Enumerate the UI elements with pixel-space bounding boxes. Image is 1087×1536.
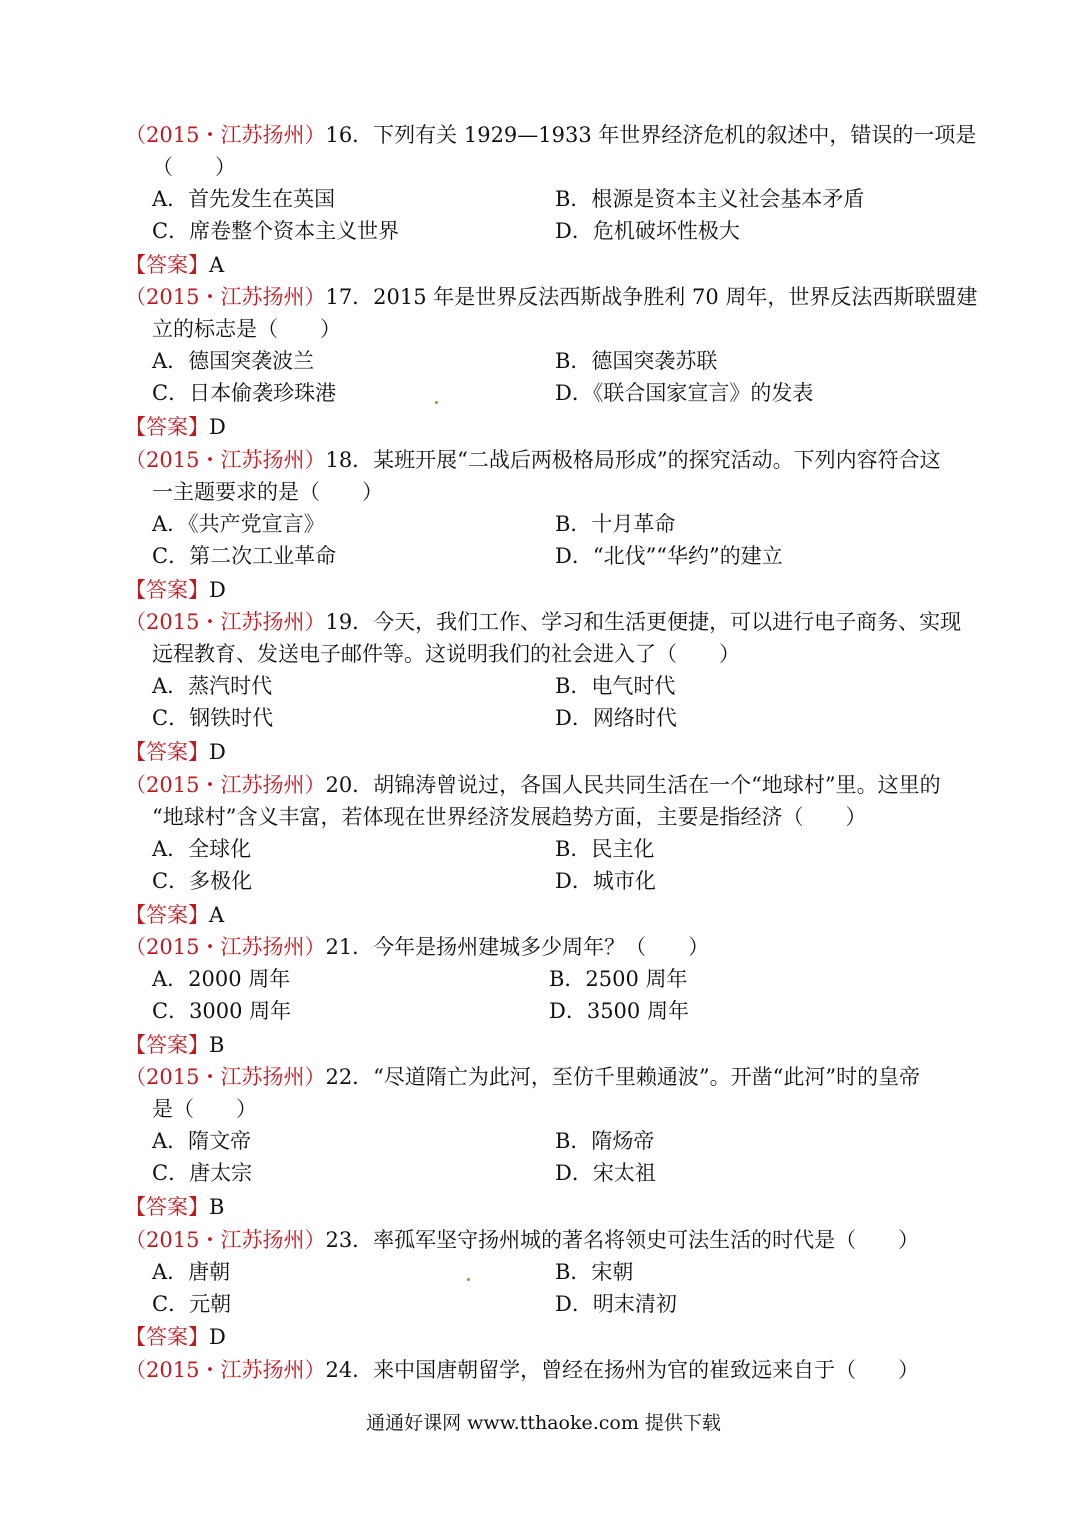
option-b: B．德国突袭苏联	[555, 349, 718, 373]
answer-23	[125, 1321, 226, 1353]
question-line	[125, 931, 975, 963]
option-c: C．多极化	[152, 869, 253, 893]
question-line	[125, 444, 975, 476]
options-row	[125, 345, 975, 377]
option-b: B．民主化	[555, 837, 655, 861]
options-row	[125, 183, 975, 215]
answer-tag: 【答案】	[125, 1033, 209, 1057]
option-d: D．宋太祖	[555, 1161, 656, 1185]
option-c: C．日本偷袭珍珠港	[152, 381, 337, 405]
options-row	[125, 540, 975, 572]
option-a: A．2000 周年	[152, 967, 291, 991]
option-d: D．《联合国家宣言》的发表	[555, 381, 814, 405]
answer-value: B	[209, 1195, 225, 1219]
option-b: B．电气时代	[555, 674, 676, 698]
option-c: C．席卷整个资本主义世界	[152, 219, 400, 243]
answer-value: D	[209, 415, 226, 439]
question-20	[125, 769, 975, 897]
question-line	[125, 769, 975, 801]
option-b: B．宋朝	[555, 1260, 634, 1284]
option-d: D．3500 周年	[549, 999, 689, 1023]
answer-value: A	[209, 253, 225, 277]
question-source: （2015・江苏扬州）	[125, 1228, 326, 1252]
question-text: 19．今天，我们工作、学习和生活更便捷，可以进行电子商务、实现	[325, 610, 962, 634]
question-text-cont: 立的标志是（ ）	[152, 317, 341, 341]
options-row	[125, 833, 975, 865]
option-d: D．“北伐”“华约”的建立	[555, 544, 783, 568]
question-text: 21．今年是扬州建城多少周年？（ ）	[325, 935, 710, 959]
question-text: 22．“尽道隋亡为此河，至仿千里赖通波”。开凿“此河”时的皇帝	[325, 1065, 921, 1089]
option-c: C．钢铁时代	[152, 706, 274, 730]
page-footer: 通通好课网 www.tthaoke.com 提供下载	[366, 1412, 721, 1434]
answer-20	[125, 899, 224, 931]
options-row	[125, 1125, 975, 1157]
option-a: A．首先发生在英国	[152, 187, 336, 211]
question-text-cont: 是（ ）	[152, 1097, 257, 1121]
question-22	[125, 1061, 975, 1189]
question-text: 23．率孤军坚守扬州城的著名将领史可法生活的时代是（ ）	[325, 1228, 920, 1252]
question-line	[125, 1061, 975, 1093]
answer-21	[125, 1029, 224, 1061]
question-text: 16．下列有关 1929—1933 年世界经济危机的叙述中，错误的一项是	[325, 123, 977, 147]
question-source: （2015・江苏扬州）	[125, 935, 326, 959]
question-text: 18．某班开展“二战后两极格局形成”的探究活动。下列内容符合这	[325, 448, 941, 472]
options-row	[125, 215, 975, 247]
options-row	[125, 865, 975, 897]
question-text-cont: 远程教育、发送电子邮件等。这说明我们的社会进入了（ ）	[152, 642, 740, 666]
options-row	[125, 1288, 975, 1320]
option-d: D．网络时代	[555, 706, 677, 730]
question-source: （2015・江苏扬州）	[125, 123, 326, 147]
option-a: A．《共产党宣言》	[152, 512, 325, 536]
option-c: C．唐太宗	[152, 1161, 253, 1185]
option-b: B．十月革命	[555, 512, 676, 536]
question-text-cont: （ ）	[152, 155, 236, 179]
option-c: C．元朝	[152, 1292, 232, 1316]
speck-mark	[467, 1278, 470, 1281]
answer-tag: 【答案】	[125, 1195, 209, 1219]
options-row	[125, 1256, 975, 1288]
answer-tag: 【答案】	[125, 740, 209, 764]
option-b: B．隋炀帝	[555, 1129, 655, 1153]
question-21	[125, 931, 975, 1027]
answer-tag: 【答案】	[125, 1325, 209, 1349]
question-23	[125, 1224, 975, 1320]
options-row	[125, 508, 975, 540]
question-line	[125, 281, 978, 313]
answer-22	[125, 1191, 224, 1223]
speck-mark	[435, 401, 438, 404]
option-c: C．3000 周年	[152, 999, 292, 1023]
option-d: D．危机破坏性极大	[555, 219, 740, 243]
question-18	[125, 444, 975, 572]
question-source: （2015・江苏扬州）	[125, 773, 326, 797]
answer-tag: 【答案】	[125, 903, 209, 927]
question-text-cont: 一主题要求的是（ ）	[152, 480, 383, 504]
answer-value: D	[209, 1325, 226, 1349]
question-text-cont: “地球村”含义丰富，若体现在世界经济发展趋势方面，主要是指经济（ ）	[152, 805, 867, 829]
options-row	[125, 995, 975, 1027]
answer-19	[125, 736, 226, 768]
options-row	[125, 702, 975, 734]
answer-tag: 【答案】	[125, 578, 209, 602]
answer-tag: 【答案】	[125, 415, 209, 439]
options-row	[125, 377, 975, 409]
question-line	[125, 1354, 975, 1386]
options-row	[125, 963, 975, 995]
question-source: （2015・江苏扬州）	[125, 610, 326, 634]
option-c: C．第二次工业革命	[152, 544, 337, 568]
answer-value: A	[209, 903, 225, 927]
answer-16	[125, 249, 224, 281]
option-b: B．2500 周年	[549, 967, 688, 991]
option-a: A．隋文帝	[152, 1129, 252, 1153]
question-source: （2015・江苏扬州）	[125, 1358, 326, 1382]
question-text: 20．胡锦涛曾说过，各国人民共同生活在一个“地球村”里。这里的	[325, 773, 941, 797]
option-a: A．唐朝	[152, 1260, 231, 1284]
option-a: A．德国突袭波兰	[152, 349, 315, 373]
option-a: A．全球化	[152, 837, 252, 861]
options-row	[125, 1157, 975, 1189]
question-17	[125, 281, 978, 409]
question-line	[125, 1224, 975, 1256]
answer-value: D	[209, 578, 226, 602]
answer-tag: 【答案】	[125, 253, 209, 277]
question-text: 17．2015 年是世界反法西斯战争胜利 70 周年，世界反法西斯联盟建	[325, 285, 978, 309]
answer-18	[125, 574, 226, 606]
option-b: B．根源是资本主义社会基本矛盾	[555, 187, 865, 211]
question-16	[125, 119, 975, 247]
option-d: D．明末清初	[555, 1292, 677, 1316]
option-a: A．蒸汽时代	[152, 674, 273, 698]
question-19	[125, 606, 975, 734]
question-line	[125, 606, 975, 638]
question-source: （2015・江苏扬州）	[125, 448, 326, 472]
question-24	[125, 1354, 975, 1386]
answer-value: D	[209, 740, 226, 764]
option-d: D．城市化	[555, 869, 656, 893]
question-line	[125, 119, 975, 151]
answer-17	[125, 411, 226, 443]
question-text: 24．来中国唐朝留学，曾经在扬州为官的崔致远来自于（ ）	[325, 1358, 920, 1382]
options-row	[125, 670, 975, 702]
answer-value: B	[209, 1033, 225, 1057]
question-source: （2015・江苏扬州）	[125, 1065, 326, 1089]
question-source: （2015・江苏扬州）	[125, 285, 326, 309]
